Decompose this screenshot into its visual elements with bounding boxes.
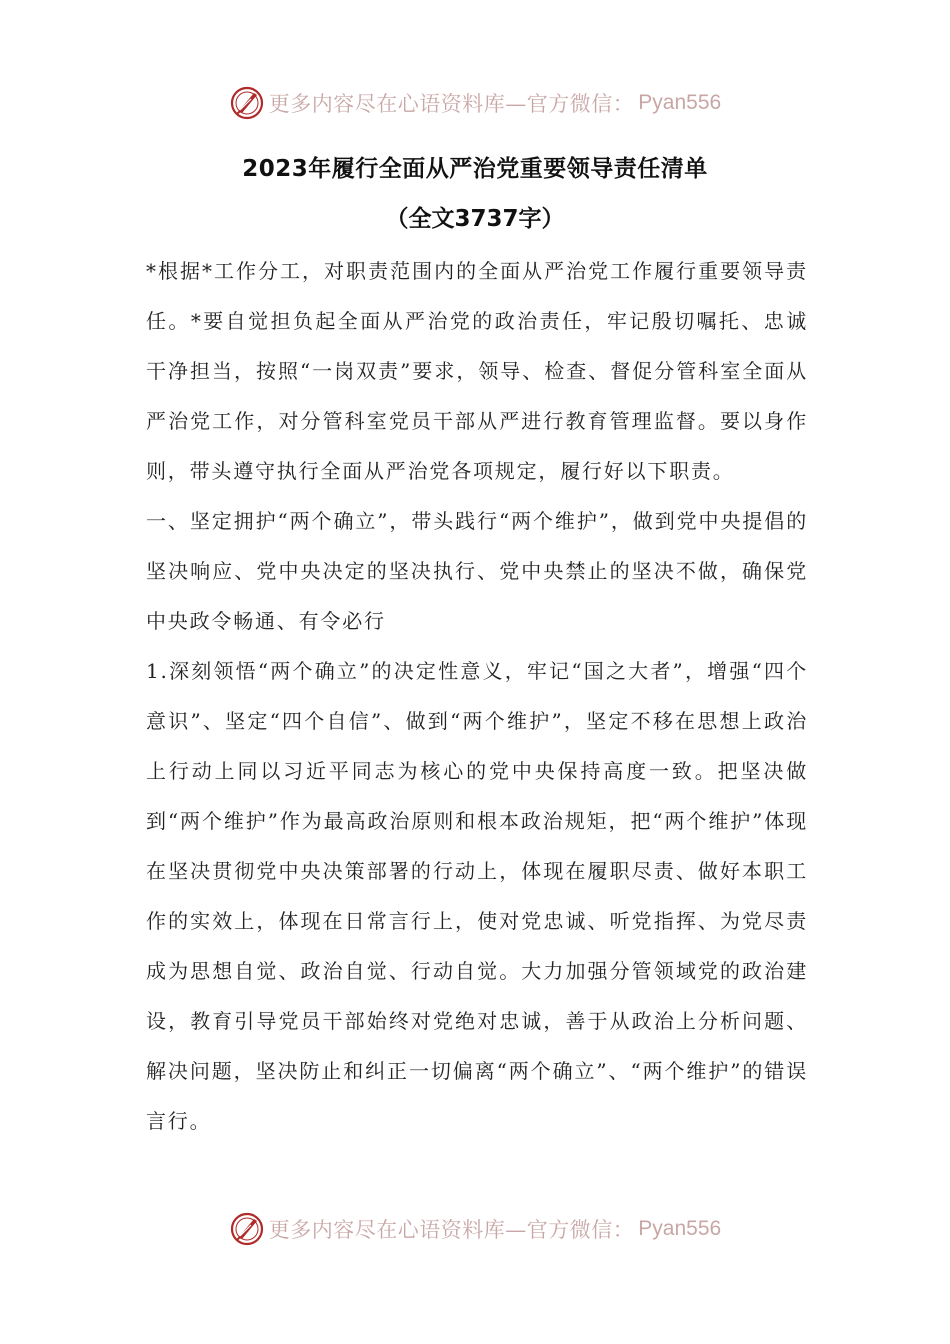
document-subtitle: （全文3737字）: [385, 206, 565, 232]
paragraph-item-one: 1.深刻领悟“两个确立”的决定性意义，牢记“国之大者”，增强“四个意识”、坚定“四个自信”、做到“两个维护”，坚定不移在思想上政治上行动上同以习近平同志为核心的党中央保持高度一致。把坚决做到“两个维护”作为最高政治原则和根本政治规矩，把“两个维护”体现在坚决贯彻党中央决策部署的行动上，体现在履职尽责、做好本职工作的实效上，体现在日常言行上，使对党忠诚、听党指挥、为党尽责成为思想自觉、政治自觉、行动自觉。大力加强分管领域党的政治建设，教育引导党员干部始终对党绝对忠诚，善于从政治上分析问题、解决问题，坚决防止和纠正一切偏离“两个确立”、“两个维护”的错误言行。: [146, 659, 808, 1133]
document-body: [146, 246, 808, 1146]
footer-banner: [0, 1209, 950, 1249]
quill-pen-logo-icon: [229, 85, 265, 121]
header-banner-text: 更多内容尽在心语资料库—官方微信：: [268, 92, 635, 116]
footer-wechat-id: Pyan556: [638, 1217, 722, 1240]
document-title: 2023年履行全面从严治党重要领导责任清单: [242, 156, 708, 182]
footer-banner-text: 更多内容尽在心语资料库—官方微信：: [268, 1218, 635, 1242]
paragraph-section-one-heading: 一、坚定拥护“两个确立”，带头践行“两个维护”，做到党中央提倡的坚决响应、党中央决定的坚决执行、党中央禁止的坚决不做，确保党中央政令畅通、有令必行: [146, 509, 808, 633]
quill-pen-logo-icon: [229, 1211, 265, 1247]
header-banner: [0, 83, 950, 123]
paragraph-intro: *根据*工作分工，对职责范围内的全面从严治党工作履行重要领导责任。*要自觉担负起全面从严治党的政治责任，牢记殷切嘱托、忠诚干净担当，按照“一岗双责”要求，领导、检查、督促分管科室全面从严治党工作，对分管科室党员干部从严进行教育管理监督。要以身作则，带头遵守执行全面从严治党各项规定，履行好以下职责。: [146, 259, 808, 483]
header-wechat-id: Pyan556: [638, 91, 722, 114]
